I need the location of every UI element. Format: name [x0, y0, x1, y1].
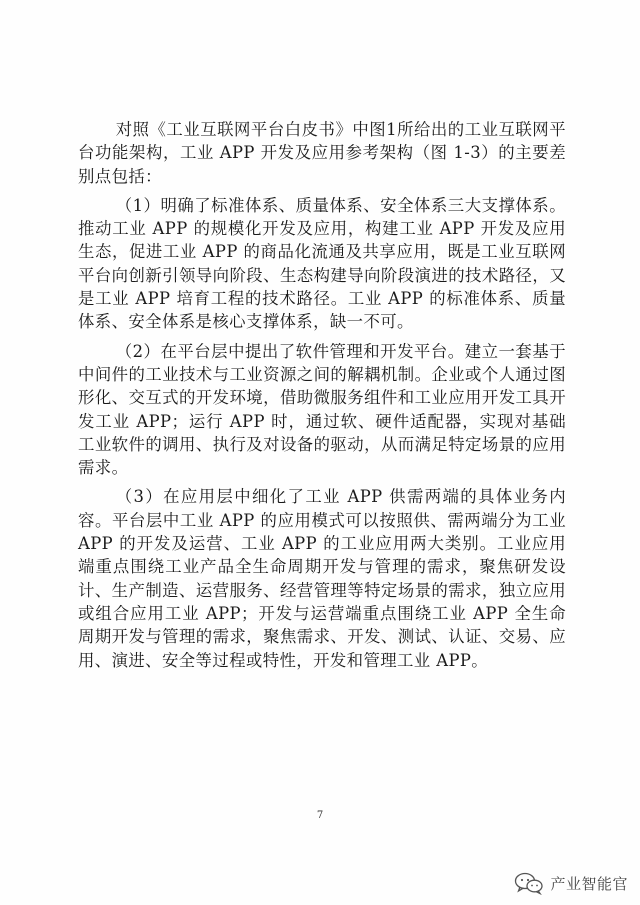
paragraph-point-2: （2）在平台层中提出了软件管理和开发平台。建立一套基于中间件的工业技术与工业资源之间的解耦机制。企业或个人通过图形化、交互式的开发环境，借助微服务组件和工业应用开发工具开发工业 APP；运行 APP 时，通过软、硬件适配器，实现对基础工业软件的调用、执行及对设备的驱动，从而满足特定场景的应用需求。: [78, 341, 566, 478]
wechat-icon: [514, 871, 544, 895]
page-number: 7: [316, 810, 324, 821]
paragraph-intro: 对照《工业互联网平台白皮书》中图1所给出的工业互联网平台功能架构，工业 APP 开发及应用参考架构（图 1-3）的主要差别点包括：: [78, 120, 566, 186]
document-body: [78, 118, 566, 672]
paragraph-point-1: （1）明确了标准体系、质量体系、安全体系三大支撑体系。推动工业 APP 的规模化开发及应用，构建工业 APP 开发及应用生态，促进工业 APP 的商品化流通及共享应用，既是工业互联网平台向创新引领导向阶段、生态构建导向阶段演进的技术路径，又是工业 APP 培育工程的技术路径。工业 APP 的标准体系、质量体系、安全体系是核心支撑体系，缺一不可。: [78, 195, 566, 332]
watermark: [514, 871, 628, 895]
paragraph-point-3: （3）在应用层中细化了工业 APP 供需两端的具体业务内容。平台层中工业 APP 的应用模式可以按照供、需两端分为工业 APP 的开发及运营、工业 APP 的工业应用两大类别。工业应用端重点围绕工业产品全生命周期开发与管理的需求，聚焦研发设计、生产制造、运营服务、经营管理等特定场景的需求，独立应用或组合应用工业 APP；开发与运营端重点围绕工业 APP 全生命周期开发与管理的需求，聚焦需求、开发、测试、认证、交易、应用、演进、安全等过程或特性，开发和管理工业 APP。: [78, 487, 566, 670]
watermark-label: 产业智能官: [550, 874, 628, 893]
